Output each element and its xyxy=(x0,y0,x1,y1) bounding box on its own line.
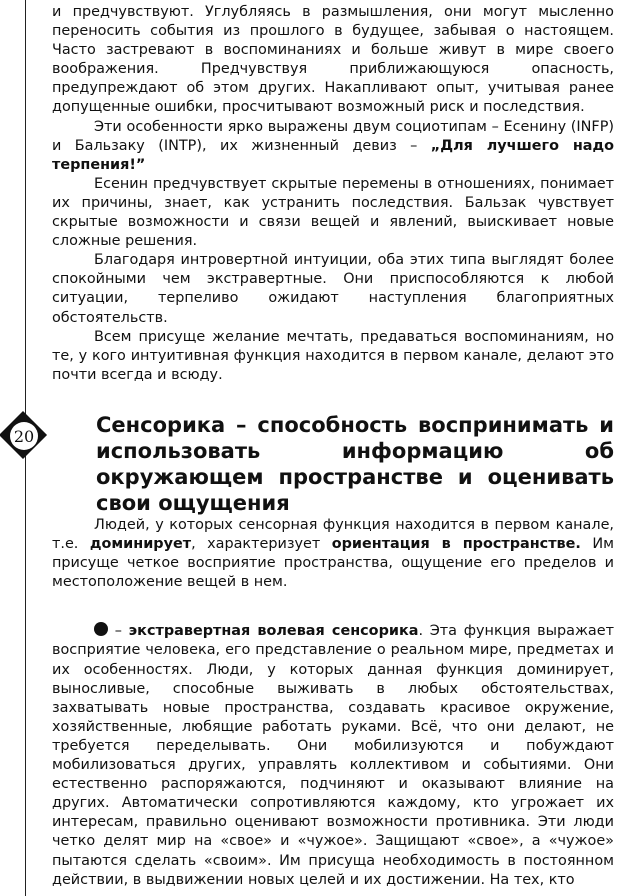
paragraph-esenin-balzac xyxy=(52,118,614,175)
text-run: – xyxy=(108,623,129,640)
motto: „Для лучшего надо терпения!” xyxy=(52,137,614,173)
term-extravert-sensorics: экстравертная волевая сенсорика xyxy=(128,623,419,640)
term-orientation: ориентация в пространстве. xyxy=(331,536,581,553)
paragraph-continued: и предчувствуют. Углубляясь в размышления, они могут мысленно переносить события из прошлого в будущее, забывая о настоящем. Часто застревают в воспоминаниях и больше живут в мире своего воображения. Предчувствуя приближающуюся опасность, предупреждают об этом других. Накапливают опыт, учитывая ранее допущенные ошибки, просчитывают возможный риск и последствия. xyxy=(52,4,614,116)
paragraph-introvert-intuition: Благодаря интровертной интуиции, оба этих типа выглядят более спокойными чем экстравертные. Они приспособляются к любой ситуации, терпеливо ожидают наступления благоприятных обстоятельств. xyxy=(52,252,614,326)
term-dominates: доминирует xyxy=(89,536,192,553)
paragraph-premonition: Есенин предчувствует скрытые перемены в отношениях, понимает их причины, знает, как устранить последствия. Бальзак чувствует скрытые возможности и связи вещей и явлений, выискивает новые сложные решения. xyxy=(52,175,614,250)
top-text-block xyxy=(52,3,614,385)
page-number-badge xyxy=(0,412,48,460)
paragraph-sensorics-intro xyxy=(52,516,614,592)
text-run: Им присуще четкое восприятие пространства, ощущение его пределов и местоположение вещей в нем. xyxy=(52,536,614,591)
sensorics-section xyxy=(52,516,614,890)
text-run: Людей, у которых сенсорная функция находится в первом канале, т.е. xyxy=(52,517,614,553)
paragraph-extravert-sensorics xyxy=(52,622,614,889)
paragraph-dreaming: Всем присуще желание мечтать, предаваться воспоминаниям, но те, у кого интуитивная функция находится в первом канале, делают это почти всегда и всюду. xyxy=(52,328,614,383)
page-number: 20 xyxy=(10,422,38,450)
paragraph-text: Эти особенности ярко выражены двум социотипам – Есенину (INFP) и Бальзаку (INTP), их жизненный девиз – xyxy=(52,118,614,154)
section-heading: Сенсорика – способность воспринимать и использовать информацию об окружающем пространстве и оценивать свои ощущения xyxy=(96,413,614,515)
text-run: . Эта функция выражает восприятие человека, его представление о реальном мире, предметах и их особенностях. Люди, у которых данная функция доминирует, выносливые, способные выживать в любых обстоятельствах, захватывать новые пространства, создавать красивое окружение, хозяйственные, любящие работать руками. Всё, что они делают, не требуется переделывать. Они мобилизуются и побуждают мобилизоваться других, управлять коллективом и событиями. Они естественно распоряжаются, подчиняют и оказывают влияние на других. Автоматически сопротивляются каждому, кто угрожает их интересам, правильно оценивают возможности противника. Эти люди четко делят мир на «свое» и «чужое». Защищают «свое», а «чужое» пытаются сделать «своим». Им присуща необходимость в постоянном действии, в выдвижении новых целей и их достижении. На тех, кто xyxy=(52,623,614,888)
black-circle-icon xyxy=(94,622,108,636)
text-run: , характеризует xyxy=(191,536,332,553)
